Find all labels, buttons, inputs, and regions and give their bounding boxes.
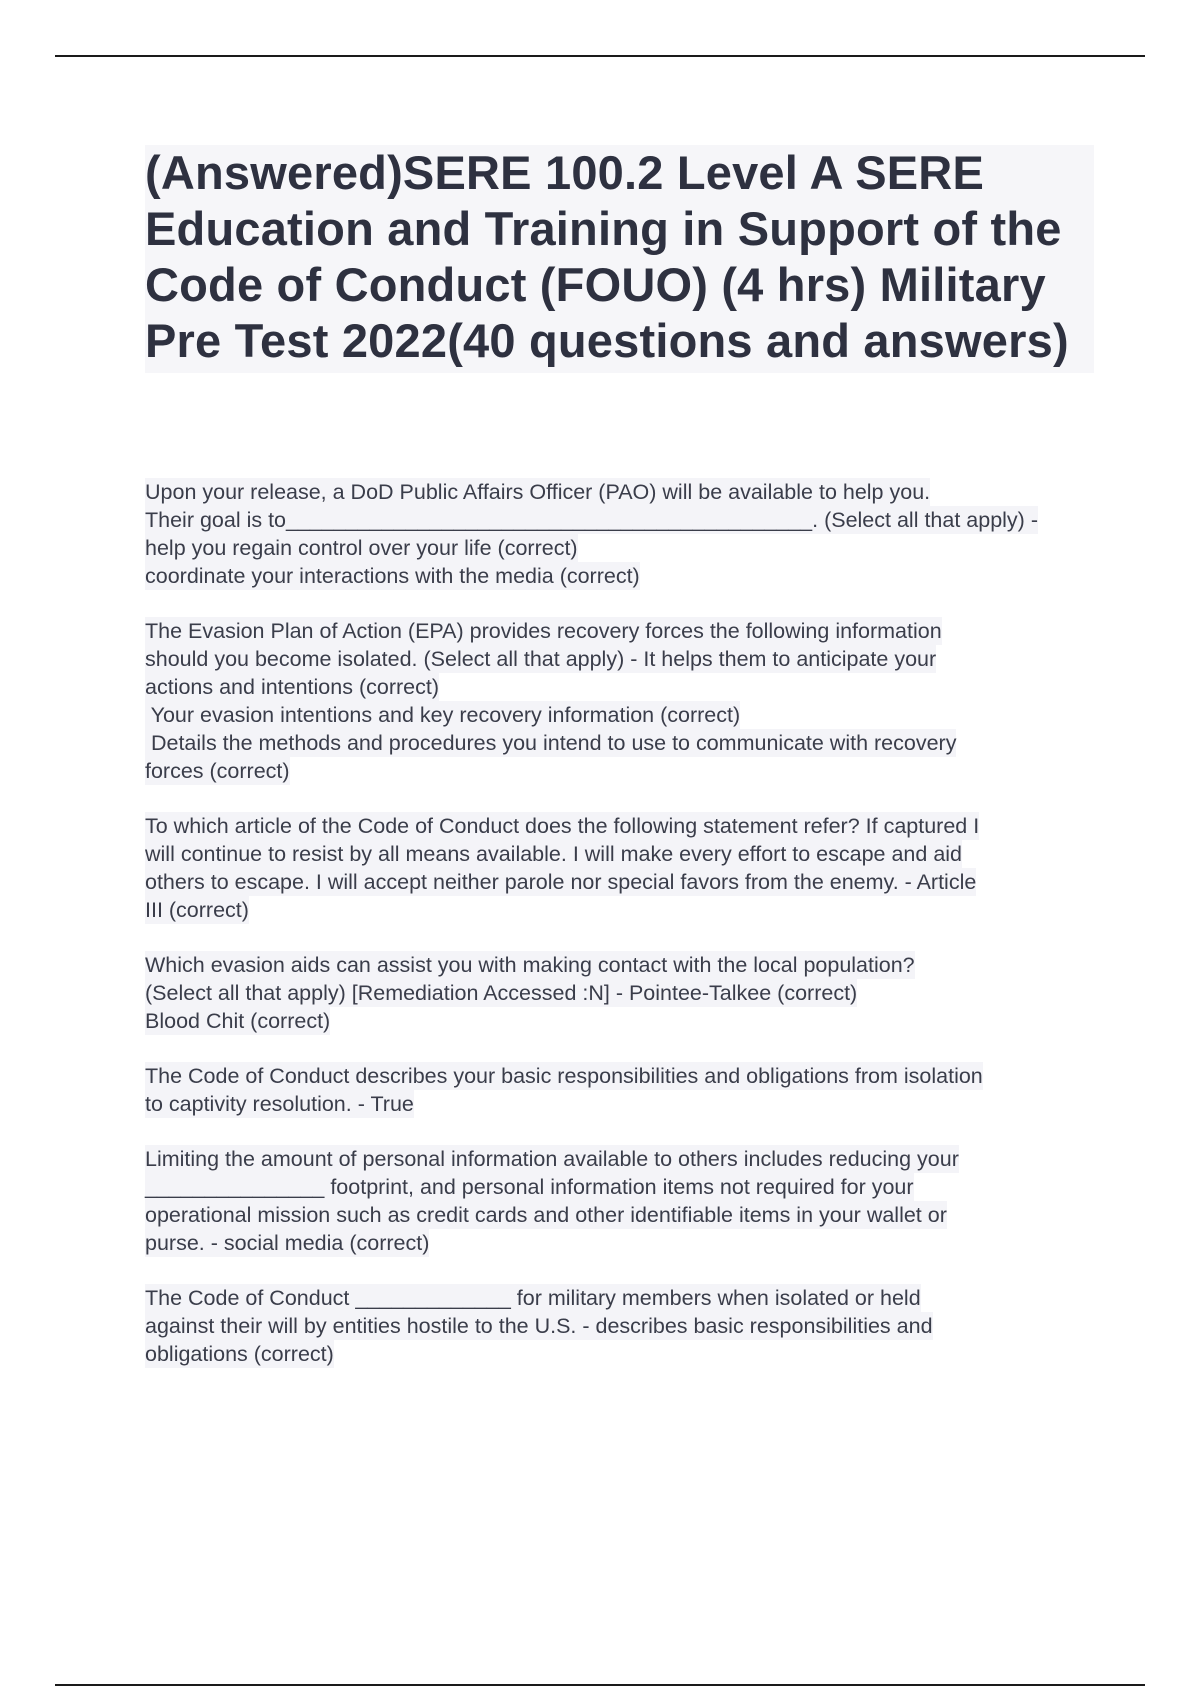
qa-line: purse. - social media (correct) xyxy=(145,1231,430,1255)
document-title xyxy=(145,145,1090,369)
qa-line: should you become isolated. (Select all that apply) - It helps them to anticipate your xyxy=(145,647,937,671)
qa-line: Details the methods and procedures you intend to use to communicate with recovery xyxy=(145,731,957,755)
qa-line: The Code of Conduct _____________ for military members when isolated or held xyxy=(145,1286,921,1310)
qa-line: coordinate your interactions with the media (correct) xyxy=(145,564,640,588)
qa-item xyxy=(145,951,1090,1035)
qa-line: Which evasion aids can assist you with making contact with the local population? xyxy=(145,953,915,977)
qa-line: Upon your release, a DoD Public Affairs Officer (PAO) will be available to help you. xyxy=(145,480,931,504)
qa-line: _______________ footprint, and personal information items not required for your xyxy=(145,1175,914,1199)
qa-line: forces (correct) xyxy=(145,759,290,783)
qa-item xyxy=(145,1145,1090,1257)
qa-line: To which article of the Code of Conduct does the following statement refer? If captured I xyxy=(145,814,980,838)
title-line: Education and Training in Support of the xyxy=(145,202,1062,255)
title-line: Pre Test 2022(40 questions and answers) xyxy=(145,314,1069,367)
bottom-rule xyxy=(55,1684,1145,1686)
title-line: (Answered)SERE 100.2 Level A SERE xyxy=(145,146,984,199)
qa-line: The Evasion Plan of Action (EPA) provides recovery forces the following information xyxy=(145,619,942,643)
qa-line: Blood Chit (correct) xyxy=(145,1009,331,1033)
qa-item xyxy=(145,617,1090,785)
qa-item xyxy=(145,1062,1090,1118)
qa-line: Their goal is to____________________________________________. (Select all that apply) - xyxy=(145,508,1038,532)
qa-line: to captivity resolution. - True xyxy=(145,1092,414,1116)
qa-line: III (correct) xyxy=(145,898,249,922)
qa-item xyxy=(145,812,1090,924)
qa-line: against their will by entities hostile to the U.S. - describes basic responsibilities and xyxy=(145,1314,933,1338)
qa-line: operational mission such as credit cards and other identifiable items in your wallet or xyxy=(145,1203,947,1227)
qa-line: actions and intentions (correct) xyxy=(145,675,439,699)
qa-line: help you regain control over your life (correct) xyxy=(145,536,578,560)
title-line: Code of Conduct (FOUO) (4 hrs) Military xyxy=(145,258,1046,311)
qa-line: will continue to resist by all means available. I will make every effort to escape and aid xyxy=(145,842,963,866)
qa-item xyxy=(145,478,1090,590)
qa-line: Limiting the amount of personal information available to others includes reducing your xyxy=(145,1147,959,1171)
qa-line: The Code of Conduct describes your basic responsibilities and obligations from isolation xyxy=(145,1064,983,1088)
qa-line: obligations (correct) xyxy=(145,1342,334,1366)
qa-line: Your evasion intentions and key recovery information (correct) xyxy=(145,703,741,727)
qa-list xyxy=(145,478,1090,1395)
qa-line: (Select all that apply) [Remediation Accessed :N] - Pointee-Talkee (correct) xyxy=(145,981,858,1005)
qa-item xyxy=(145,1284,1090,1368)
top-rule xyxy=(55,55,1145,57)
qa-line: others to escape. I will accept neither parole nor special favors from the enemy. - Article xyxy=(145,870,977,894)
title-block xyxy=(145,145,1094,373)
